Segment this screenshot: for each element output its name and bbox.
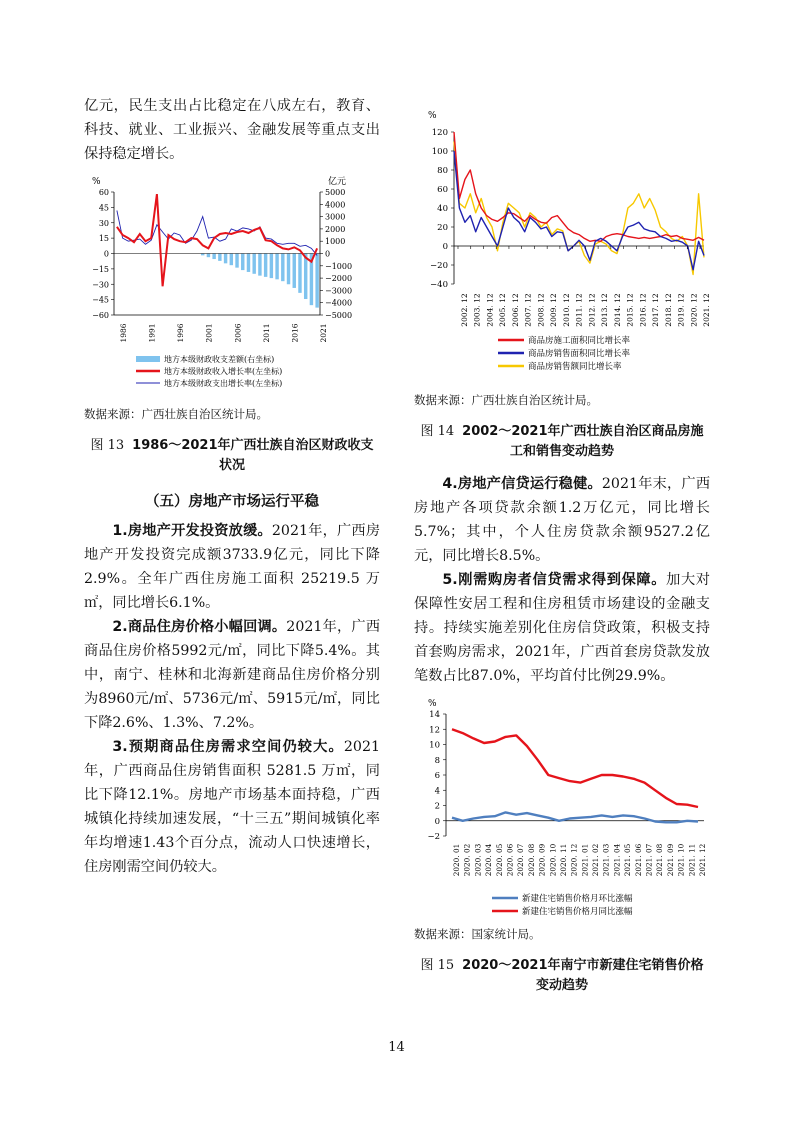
- fig13-right-tick: −5000: [325, 311, 353, 320]
- fig15-x-tick: 2020. 06: [505, 843, 515, 877]
- figure-14-caption-number: 图 14: [420, 424, 455, 439]
- fig15-x-tick: 2021. 11: [687, 843, 697, 877]
- fig14-x-tick: 2018. 12: [663, 293, 673, 327]
- figure-13-caption-text: 1986～2021年广西壮族自治区财政收支状况: [132, 438, 374, 473]
- fig15-x-tick: 2020. 01: [452, 843, 461, 877]
- figure-14-source: 数据来源：广西壮族自治区统计局。: [414, 393, 598, 407]
- paragraph-2-lead: 2.商品住房价格小幅回调。: [112, 619, 287, 635]
- fig13-bar: [298, 254, 301, 293]
- fig14-x-tick: 2011. 12: [574, 293, 584, 327]
- fig13-left-tick: 60: [98, 188, 109, 197]
- paragraph-5-lead: 5.刚需购房者信贷需求得到保障。: [442, 572, 667, 588]
- figure-14-caption-text: 2002～2021年广西壮族自治区商品房施工和销售变动趋势: [462, 424, 704, 459]
- fig13-bar: [241, 254, 244, 271]
- fig13-left-tick: 0: [103, 249, 109, 259]
- fig15-y-tick: 2: [434, 801, 440, 812]
- fig13-x-tick: 2021: [319, 323, 329, 343]
- fig15-x-tick: 2021. 09: [665, 843, 675, 877]
- fig14-y-tick: 20: [437, 223, 448, 233]
- paragraph-3: [84, 735, 380, 879]
- left-column: [84, 94, 380, 879]
- fig13-x-tick: 2006: [233, 323, 243, 343]
- fig13-bar: [247, 254, 250, 272]
- fig14-y-tick: −20: [430, 261, 448, 271]
- paragraph-2-text: 2021年，广西商品住房价格5992元/㎡，同比下降5.4%。其中，南宁、桂林和北海新建商品住房价格分别为8960元/㎡、5736元/㎡、5915元/㎡，同比下降2.6%、1.3%、7.2%。: [84, 619, 381, 731]
- fig14-sales-area-line: [454, 151, 704, 270]
- fig15-x-tick: 2021. 06: [633, 843, 643, 877]
- fig15-y-tick: 14: [429, 710, 440, 720]
- fig13-bar: [304, 254, 307, 300]
- fig14-x-tick: 2002. 12: [460, 293, 469, 327]
- fig13-bar: [264, 254, 267, 277]
- fig13-right-tick: 1000: [325, 237, 346, 247]
- fig13-right-tick: 3000: [325, 212, 346, 222]
- fig13-x-tick: 1991: [147, 323, 157, 343]
- figure-14-caption: [414, 422, 710, 462]
- fig13-bar: [258, 254, 261, 276]
- fig15-x-tick: 2020. 09: [537, 843, 547, 877]
- fig13-bar: [275, 254, 278, 280]
- fig13-x-tick: 1986: [118, 323, 128, 343]
- fig13-left-tick: 15: [98, 234, 109, 244]
- paragraph-4-text: 2021年末，广西房地产各项贷款余额1.2万亿元，同比增长5.7%；其中，个人住房贷款余额9527.2亿元，同比增长8.5%。: [414, 476, 711, 564]
- fig15-x-tick: 2021. 07: [644, 843, 654, 877]
- fig13-x-tick: 2016: [290, 323, 300, 343]
- intro-paragraph: 亿元，民生支出占比稳定在八成左右，教育、科技、就业、工业振兴、金融发展等重点支出保持稳定增长。: [84, 98, 380, 162]
- fig15-x-tick: 2021. 10: [676, 843, 686, 877]
- fig13-x-tick: 1996: [176, 323, 186, 343]
- fig14-x-tick: 2008. 12: [536, 293, 546, 327]
- fig15-x-tick: 2020. 11: [558, 843, 568, 877]
- fig13-left-tick: −15: [92, 264, 109, 274]
- fig13-left-tick: 45: [98, 203, 109, 213]
- fig13-bar: [252, 254, 255, 274]
- figure-15-chart: [414, 698, 710, 918]
- paragraph-1-text: 2021年，广西房地产开发投资完成额3733.9亿元，同比下降2.9%。全年广西住房施工面积 25219.5 万㎡，同比增长6.1%。: [84, 523, 381, 611]
- figure-15-caption-text: 2020～2021年南宁市新建住宅销售价格变动趋势: [462, 958, 704, 993]
- fig14-x-tick: 2012. 12: [587, 293, 597, 327]
- fig15-x-tick: 2021. 05: [623, 843, 633, 877]
- fig15-x-tick: 2020. 08: [526, 843, 536, 877]
- fig13-bar: [235, 254, 238, 268]
- fig14-y-tick: −40: [430, 280, 448, 290]
- fig15-y-tick: 8: [434, 755, 440, 766]
- figure-13-chart: [84, 172, 380, 398]
- fig13-left-tick: 30: [98, 218, 109, 228]
- paragraph-1-lead: 1.房地产开发投资放缓。: [112, 523, 272, 539]
- figure-13-caption: [84, 436, 380, 476]
- fig15-y-tick: 12: [429, 725, 440, 736]
- fig13-legend-revenue-label: 地方本级财政收入增长率(左坐标): [164, 367, 283, 376]
- fig14-y-tick: 40: [437, 204, 448, 214]
- fig15-x-tick: 2020. 04: [484, 843, 494, 877]
- fig14-x-tick: 2016. 12: [638, 293, 648, 327]
- figure-13-caption-number: 图 13: [90, 438, 125, 453]
- fig15-x-tick: 2021. 03: [601, 843, 611, 877]
- fig15-y-tick: 0: [434, 816, 440, 827]
- fig14-legend-construction-label: 商品房施工面积同比增长率: [528, 336, 631, 346]
- fig15-yoy-line: [452, 729, 698, 807]
- fig14-x-tick: 2010. 12: [561, 293, 571, 327]
- figure-15-caption: [414, 956, 710, 996]
- figure-14-chart: [414, 104, 710, 384]
- fig14-x-tick: 2006. 12: [510, 293, 520, 327]
- fig14-x-tick: 2015. 12: [625, 293, 635, 327]
- fig14-x-tick: 2013. 12: [600, 293, 610, 327]
- fig15-y-tick: 4: [434, 786, 440, 797]
- fig14-legend-sales-value-label: 商品房销售额同比增长率: [528, 362, 622, 372]
- fig15-x-tick: 2020. 02: [462, 843, 472, 877]
- fig14-y-unit: %: [428, 111, 437, 121]
- paragraph-3-lead: 3.预期商品住房需求空间仍较大。: [112, 739, 344, 755]
- paragraph-5: [414, 568, 710, 688]
- fig13-right-tick: 0: [325, 249, 331, 259]
- fig13-bar: [315, 254, 318, 308]
- fig15-x-tick: 2021. 04: [612, 843, 622, 877]
- fig15-y-unit: %: [428, 699, 437, 709]
- fig14-x-tick: 2019. 12: [676, 293, 686, 327]
- fig13-right-tick: 5000: [325, 188, 346, 197]
- fig14-x-tick: 2014. 12: [612, 293, 622, 327]
- fig13-left-tick: −30: [92, 280, 109, 290]
- right-column: [414, 104, 710, 1006]
- fig15-x-tick: 2020. 03: [473, 843, 483, 877]
- fig14-y-tick: 100: [431, 147, 448, 157]
- fig13-left-unit: %: [92, 177, 101, 187]
- paragraph-3-text: 2021年，广西商品住房销售面积 5281.5 万㎡，同比下降12.1%。房地产市场基本面持稳，广西城镇化持续加速发展，“十三五”期间城镇化率年均增速1.43个百分点，流动人口快速增长，住房刚需空间仍较大。: [84, 739, 380, 875]
- fig14-x-tick: 2020. 12: [689, 293, 699, 327]
- fig15-x-tick: 2021. 08: [655, 843, 665, 877]
- fig13-bar: [287, 254, 290, 285]
- fig14-x-tick: 2004. 12: [485, 293, 495, 327]
- fig15-x-tick: 2020. 05: [494, 843, 504, 877]
- fig13-bar: [212, 254, 215, 260]
- fig15-y-tick: 6: [434, 771, 440, 781]
- fig13-left-tick: −45: [92, 295, 109, 305]
- fig14-x-tick: 2007. 12: [523, 293, 533, 327]
- section-heading: （五）房地产市场运行平稳: [145, 494, 319, 510]
- fig13-bar: [270, 254, 273, 279]
- fig13-right-tick: −1000: [325, 261, 353, 271]
- figure-15-caption-number: 图 15: [420, 958, 455, 973]
- fig13-right-tick: 2000: [325, 224, 346, 234]
- fig15-legend-mom-label: 新建住宅销售价格月环比涨幅: [522, 894, 633, 904]
- fig14-y-tick: 0: [442, 242, 448, 252]
- fig13-bar: [230, 254, 233, 266]
- figure-15-source: 数据来源：国家统计局。: [414, 927, 541, 941]
- paragraph-4-lead: 4.房地产信贷运行稳健。: [442, 476, 602, 492]
- fig15-x-tick: 2021. 01: [580, 843, 590, 877]
- fig13-bar: [207, 254, 210, 258]
- fig15-x-tick: 2020. 07: [516, 843, 526, 877]
- paragraph-2: [84, 615, 380, 735]
- paragraph-4: [414, 472, 710, 568]
- fig15-x-tick: 2020. 10: [548, 843, 558, 877]
- fig13-right-tick: −4000: [325, 298, 353, 308]
- fig13-bar: [218, 254, 221, 261]
- fig14-x-tick: 2005. 12: [498, 293, 508, 327]
- fig14-y-tick: 80: [437, 166, 448, 176]
- fig15-x-tick: 2020. 12: [569, 843, 579, 877]
- page-number: 14: [388, 1040, 405, 1055]
- paragraph-1: [84, 519, 380, 615]
- fig13-left-tick: −60: [92, 311, 109, 320]
- fig14-x-tick: 2003. 12: [472, 293, 482, 327]
- fig15-x-tick: 2021. 12: [698, 843, 707, 877]
- fig13-legend-expenditure-label: 地方本级财政支出增长率(左坐标): [164, 379, 283, 388]
- fig15-legend-yoy-label: 新建住宅销售价格月同比涨幅: [522, 907, 633, 917]
- fig14-y-tick: 120: [431, 128, 448, 138]
- fig14-sales-value-line: [454, 142, 704, 275]
- fig14-x-tick: 2017. 12: [651, 293, 661, 327]
- fig13-right-tick: −2000: [325, 274, 353, 284]
- fig14-legend-sales-area-label: 商品房销售面积同比增长率: [528, 349, 631, 359]
- fig14-x-tick: 2009. 12: [549, 293, 559, 327]
- fig13-x-tick: 2011: [261, 323, 271, 343]
- fig13-legend-balance-label: 地方本级财政收支差额(右坐标): [164, 355, 275, 364]
- fig14-y-tick: 60: [437, 185, 448, 195]
- fig13-right-unit: 亿元: [328, 177, 347, 187]
- fig15-x-tick: 2021. 02: [591, 843, 601, 877]
- paragraph-5-text: 加大对保障性安居工程和住房租赁市场建设的金融支持。持续实施差别化住房信贷政策，积极支持首套购房需求，2021年，广西首套房贷款发放笔数占比87.0%，平均首付比例29.9%。: [414, 572, 710, 684]
- fig13-bar: [281, 254, 284, 282]
- fig14-x-tick: 2021. 12: [702, 293, 711, 327]
- fig13-x-tick: 2001: [204, 323, 214, 343]
- fig15-y-tick: 10: [429, 740, 440, 751]
- fig15-y-tick: −2: [427, 832, 440, 842]
- figure-13-source: 数据来源：广西壮族自治区统计局。: [84, 407, 268, 421]
- fig13-right-tick: 4000: [325, 200, 346, 210]
- fig13-bar: [224, 254, 227, 264]
- fig13-right-tick: −3000: [325, 286, 353, 296]
- fig13-bar: [293, 254, 296, 288]
